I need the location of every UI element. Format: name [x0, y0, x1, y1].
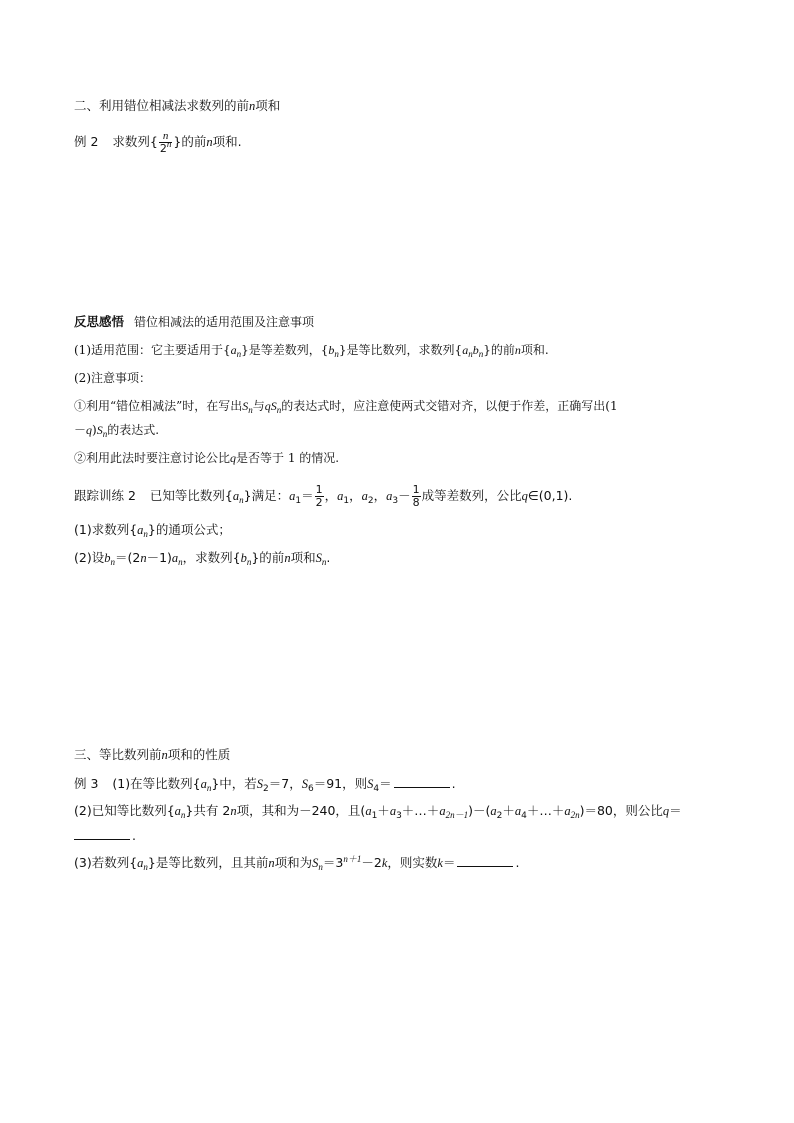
training-2-question-2: (2)设$b_n=(2n-1)a_n$，求数列$\{b_n\}$的前n项和$S_n$. — [74, 550, 331, 567]
example-2-label: 例 2 — [74, 134, 99, 149]
fraction-one-eighth: $\frac{1}{8}$ — [412, 483, 420, 509]
answer-blank-2[interactable] — [74, 827, 130, 840]
reflection-point-2: (2)注意事项： — [74, 371, 151, 385]
example-3-part-3: (3)若数列$\{a_n\}$是等比数列，且其前n项和为$S_n=3^{n+1}-2k$，则实数k＝ . — [74, 854, 520, 872]
reflection-point-3: ①利用“错位相减法”时，在写出$S_n$与$qS_n$的表达式时，应注意使两式交错对齐，以便于作差，正确写出(1 — [74, 399, 618, 415]
example-3-part-1: 例 3 (1)在等比数列$\{a_n\}$中，若$S_2=7$，$S_6=91$，则$S_4=$ . — [74, 776, 456, 794]
fraction-one-half: $\frac{1}{2}$ — [315, 483, 323, 509]
example-2: 例 2 求数列{ $\frac{n}{2^n}$ }的前n项和. — [74, 130, 242, 155]
training-2-label: 跟踪训练 2 — [74, 488, 136, 503]
section-3-heading: 三、等比数列前n项和的性质 — [74, 747, 231, 762]
example-3-part-2-blank: . — [74, 826, 136, 846]
answer-blank-3[interactable] — [457, 854, 513, 867]
example-3-part-2: (2)已知等比数列$\{a_n\}$共有 2n项，其和为－240，且$(a_1+a_3+\dots+a_{2n-1})-(a_2+a_4+\dots+a_{2n})=80$，则公比q＝ — [74, 803, 682, 821]
example-3-label: 例 3 — [74, 776, 99, 791]
reflection-point-1: (1)适用范围：它主要适用于$\{a_n\}$是等差数列，$\{b_n\}$是等比数列，求数列$\{a_nb_n\}$的前n项和. — [74, 343, 549, 359]
section-2-heading: 二、利用错位相减法求数列的前n项和 — [74, 98, 281, 113]
training-2: 跟踪训练 2 已知等比数列$\{a_n\}$满足：$a_1=$ $\frac{1}{2}$ ，$a_1$，$a_2$，$a_3-$ $\frac{1}{8}$ 成等差数列，公比q∈(0,1). — [74, 483, 573, 509]
reflection-title: 反思感悟 错位相减法的适用范围及注意事项 — [74, 314, 315, 329]
reflection-point-3-cont: $-q)S_n$的表达式. — [74, 423, 160, 439]
answer-blank-1[interactable] — [394, 775, 450, 788]
training-2-question-1: (1)求数列$\{a_n\}$的通项公式； — [74, 522, 231, 539]
fraction-n-over-2n: $\frac{n}{2^n}$ — [159, 130, 172, 155]
reflection-point-4: ②利用此法时要注意讨论公比q是否等于 1 的情况. — [74, 451, 340, 465]
